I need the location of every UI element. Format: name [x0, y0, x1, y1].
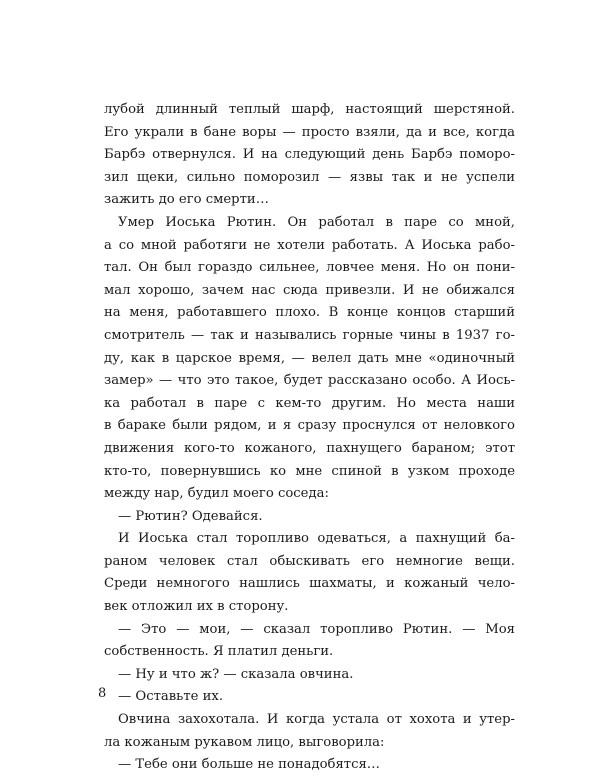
- text-line: И Иоська стал торопливо одеваться, а пахнущий ба-: [118, 531, 515, 547]
- text-line: зил щеки, сильно поморозил — язвы так и не успели: [104, 169, 515, 185]
- text-line: век отложил их в сторону.: [104, 599, 289, 615]
- text-line: Овчина захохотала. И когда устала от хохота и утер-: [118, 712, 515, 728]
- text-line: Среди немногого нашлись шахматы, и кожаный чело-: [104, 576, 515, 592]
- text-line: зажить до его смерти…: [104, 192, 269, 208]
- text-line: смотритель — так и назывались горные чины в 1937 го-: [104, 327, 515, 343]
- text-line: Его украли в бане воры — просто взяли, да и все, когда: [104, 124, 515, 140]
- text-line: — Это — мои, — сказал торопливо Рютин. — Моя: [118, 621, 515, 637]
- text-line: Барбэ отвернулся. И на следующий день Барбэ поморо-: [104, 147, 515, 163]
- text-line: — Тебе они больше не понадобятся…: [118, 757, 380, 773]
- text-line: — Ну и что ж? — сказала овчина.: [118, 666, 354, 682]
- text-line: а со мной работяги не хотели работать. А Иоська рабо-: [104, 237, 515, 253]
- text-line: движения кого-то кожаного, пахнущего бараном; этот: [104, 440, 515, 456]
- text-line: ка работал в паре с кем-то другим. Но места наши: [104, 395, 515, 411]
- text-line: на меня, работавшего плохо. В конце концов старший: [104, 305, 515, 321]
- text-line: замер» — что это такое, будет рассказано особо. А Иось-: [104, 373, 515, 389]
- text-line: — Оставьте их.: [118, 689, 224, 705]
- text-line: Умер Иоська Рютин. Он работал в паре со мной,: [118, 214, 515, 230]
- text-line: между нар, будил моего соседа:: [104, 486, 329, 502]
- text-line: тал. Он был гораздо сильнее, ловчее меня. Но он пони-: [104, 260, 515, 276]
- text-line: в бараке были рядом, и я сразу проснулся от неловкого: [104, 418, 515, 434]
- text-line: ла кожаным рукавом лицо, выговорила:: [104, 734, 385, 750]
- text-line: лубой длинный теплый шарф, настоящий шерстяной.: [104, 102, 515, 117]
- text-line: раном человек стал обыскивать его немногие вещи.: [104, 553, 515, 569]
- text-line: ду, как в царское время, — велел дать мне «одиночный: [104, 350, 515, 366]
- text-line: — Рютин? Одевайся.: [118, 508, 263, 524]
- text-line: собственность. Я платил деньги.: [104, 644, 334, 660]
- page-text: [104, 99, 515, 777]
- text-line: мал хорошо, зачем нас сюда привезли. И не обижался: [104, 282, 515, 298]
- text-line: кто-то, повернувшись ко мне спиной в узком проходе: [104, 463, 515, 479]
- page-number: 8: [98, 686, 107, 701]
